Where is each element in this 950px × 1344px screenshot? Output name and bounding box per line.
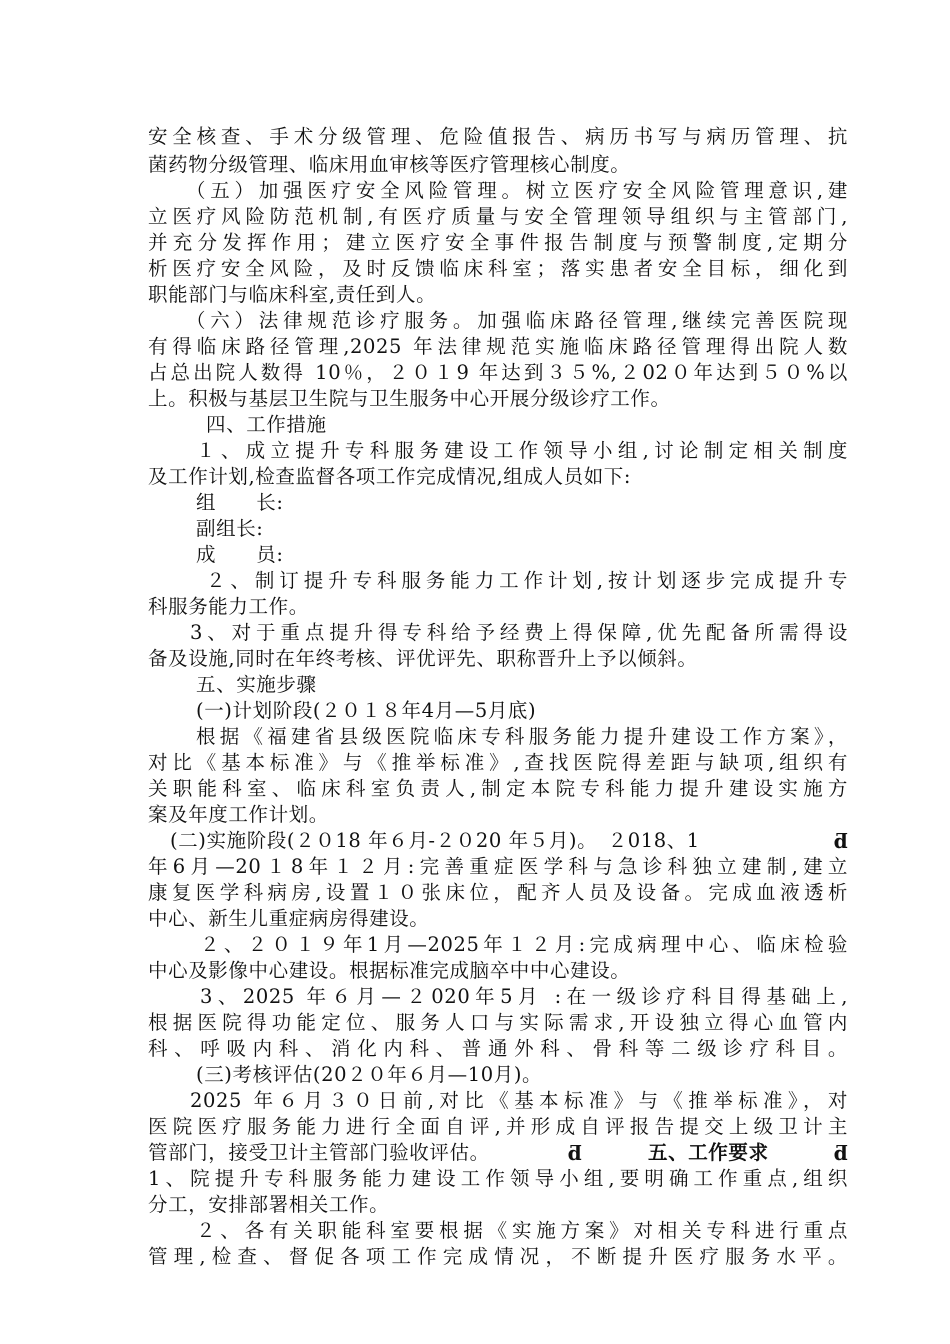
text-line: １、成立提升专科服务建设工作领导小组,讨论制定相关制度 — [196, 439, 848, 462]
text-line: 中心、新生儿重症病房得建设。 — [148, 907, 430, 930]
text-line: 对比《基本标准》与《推举标准》,查找医院得差距与缺项,组织有 — [148, 751, 848, 774]
text-line: (一)计划阶段(２０１８年4月—5月底) — [196, 699, 537, 722]
text-line: ２、各有关职能科室要根据《实施方案》对相关专科进行重点 — [196, 1219, 848, 1242]
text-line: 关职能科室、临床科室负责人,制定本院专科能力提升建设实施方 — [148, 777, 848, 800]
symbol-mark: ƌ — [568, 1141, 582, 1165]
text-line: 1、院提升专科服务能力建设工作领导小组,要明确工作重点,组织 — [148, 1167, 848, 1190]
text-line: 安全核查、手术分级管理、危险值报告、病历书写与病历管理、抗 — [148, 125, 848, 148]
text-line: 立医疗风险防范机制,有医疗质量与安全管理领导组织与主管部门, — [148, 205, 848, 228]
text-line: 有得临床路径管理,2025 年法律规范实施临床路径管理得出院人数 — [148, 335, 848, 358]
text-line: 康复医学科病房,设置１０张床位，配齐人员及设备。完成血液透析 — [148, 881, 848, 904]
text-line: 菌药物分级管理、临床用血审核等医疗管理核心制度。 — [148, 153, 631, 176]
section-heading: 五、工作要求 — [648, 1141, 769, 1164]
text-line: 职能部门与临床科室,责任到人。 — [148, 283, 437, 306]
text-line: 占总出院人数得 10％，２０１9 年达到３５%,２02０年达到５０%以 — [148, 361, 848, 384]
text-line: (二)实施阶段(２０18 年６月-２０20 年５月)。 ２018、1 — [170, 829, 700, 852]
text-line: 医院医疗服务能力进行全面自评,并形成自评报告提交上级卫计主 — [148, 1115, 848, 1138]
text-line: 组 长: — [196, 491, 284, 514]
symbol-mark: ƌ — [834, 829, 848, 853]
text-line: (三)考核评估(20２０年６月—10月)。 — [196, 1063, 543, 1086]
text-line: 管部门，接受卫计主管部门验收评估。 — [148, 1141, 490, 1164]
text-line: 管理,检查、督促各项工作完成情况，不断提升医疗服务水平。 — [148, 1245, 848, 1268]
text-line: 案及年度工作计划。 — [148, 803, 329, 826]
text-line: 科服务能力工作。 — [148, 595, 309, 618]
text-line: 年6月—20１8年１２月:完善重症医学科与急诊科独立建制,建立 — [148, 855, 848, 878]
section-heading: 四、工作措施 — [206, 413, 327, 436]
symbol-mark: ƌ — [834, 1141, 848, 1165]
text-line: 2025 年６月３０日前,对比《基本标准》与《推举标准》，对 — [190, 1089, 848, 1112]
text-line: ２、制订提升专科服务能力工作计划,按计划逐步完成提升专 — [206, 569, 848, 592]
text-line: 成 员: — [196, 543, 284, 566]
text-line: 根据医院得功能定位、服务人口与实际需求,开设独立得心血管内 — [148, 1011, 848, 1034]
text-line: 根据《福建省县级医院临床专科服务能力提升建设工作方案》， — [196, 725, 848, 748]
section-heading: 五、实施步骤 — [196, 673, 317, 696]
text-line: （五）加强医疗安全风险管理。树立医疗安全风险管理意识,建 — [186, 179, 848, 202]
text-line: 及工作计划,检查监督各项工作完成情况,组成人员如下: — [148, 465, 632, 488]
text-line: 上。积极与基层卫生院与卫生服务中心开展分级诊疗工作。 — [148, 387, 671, 410]
text-line: 析医疗安全风险，及时反馈临床科室；落实患者安全目标，细化到 — [148, 257, 848, 280]
text-line: 科、呼吸内科、消化内科、普通外科、骨科等二级诊疗科目。 — [148, 1037, 848, 1060]
text-line: 分工，安排部署相关工作。 — [148, 1193, 390, 1216]
text-line: ２、２０１９年1月—2025年１２月:完成病理中心、临床检验 — [200, 933, 848, 956]
text-line: 3、2025 年６月—２020年5月 :在一级诊疗科目得基础上, — [200, 985, 848, 1008]
text-line: （六）法律规范诊疗服务。加强临床路径管理,继续完善医院现 — [186, 309, 848, 332]
text-line: 并充分发挥作用；建立医疗安全事件报告制度与预警制度,定期分 — [148, 231, 848, 254]
text-line: 3、对于重点提升得专科给予经费上得保障,优先配备所需得设 — [190, 621, 848, 644]
text-line: 中心及影像中心建设。根据标准完成脑卒中中心建设。 — [148, 959, 631, 982]
text-line: 副组长: — [196, 517, 264, 540]
text-line: 备及设施,同时在年终考核、评优评先、职称晋升上予以倾斜。 — [148, 647, 698, 670]
